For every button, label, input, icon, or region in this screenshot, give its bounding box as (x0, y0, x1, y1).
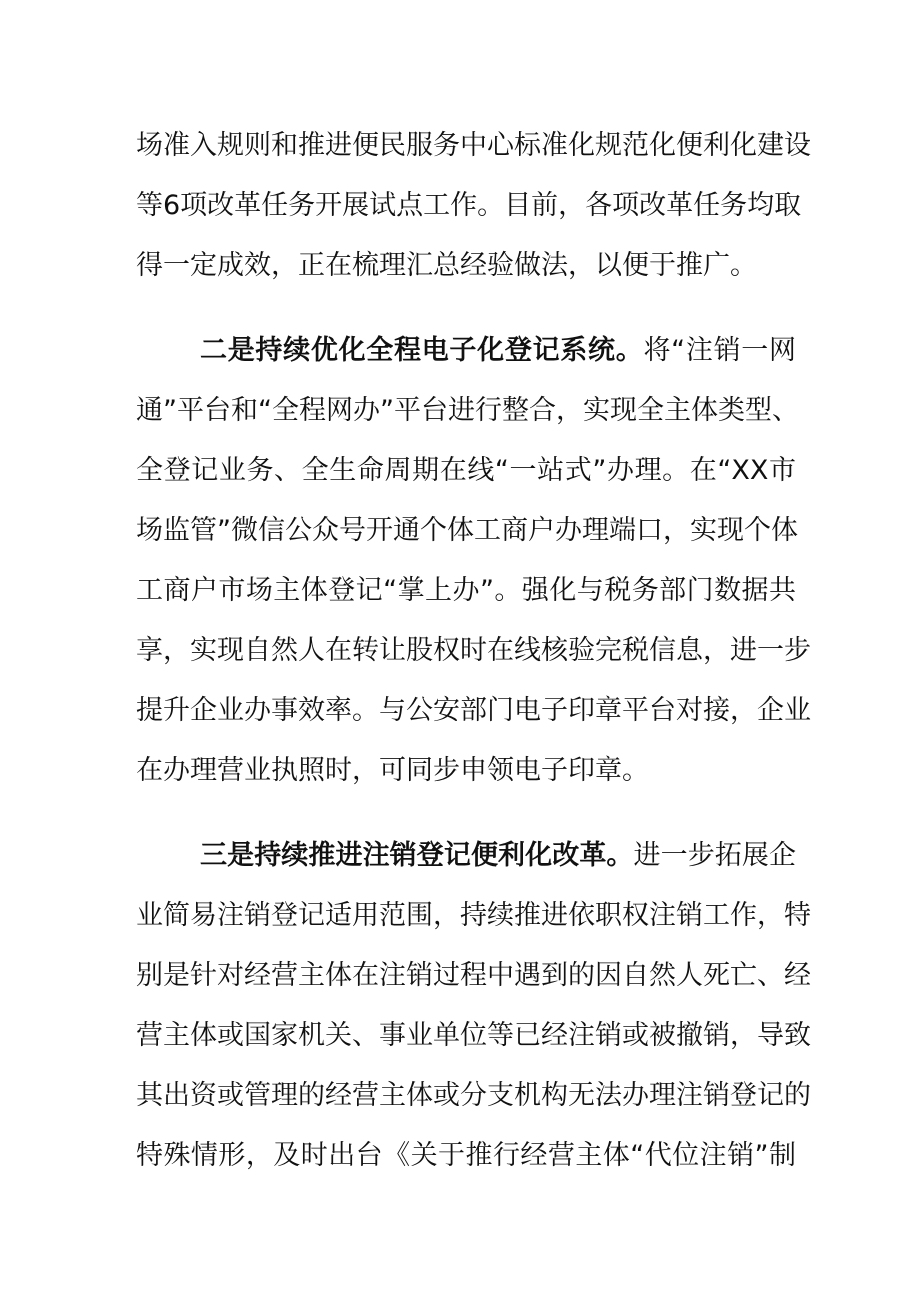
paragraph2-line1-rest: 将“注销一网 (643, 335, 796, 366)
paragraph2-line7: 提升企业办事效率。与公安部门电子印章平台对接，企业 (136, 695, 811, 726)
paragraph1-line1: 场准入规则和推进便民服务中心标准化规范化便利化建设 (136, 130, 811, 161)
paragraph2-line1 (200, 329, 796, 373)
paragraph2-line2: 通”平台和“全程网办”平台进行整合，实现全主体类型、 (136, 395, 799, 426)
paragraph2-line8: 在办理营业执照时，可同步申领电子印章。 (136, 755, 649, 786)
paragraph3-line3: 别是针对经营主体在注销过程中遇到的因自然人死亡、经 (136, 960, 811, 991)
paragraph3-heading: 三是持续推进注销登记便利化改革。 (200, 840, 634, 871)
paragraph1-line2: 等6项改革任务开展试点工作。目前，各项改革任务均取 (136, 190, 802, 221)
paragraph1-line3: 得一定成效，正在梳理汇总经验做法，以便于推广。 (136, 250, 757, 281)
paragraph2-heading: 二是持续优化全程电子化登记系统。 (200, 335, 644, 366)
paragraph2-line3: 全登记业务、全生命周期在线“一站式”办理。在“XX市 (136, 455, 796, 486)
paragraph3-line4: 营主体或国家机关、事业单位等已经注销或被撤销，导致 (136, 1020, 811, 1051)
paragraph2-line6: 享，实现自然人在转让股权时在线核验完税信息，进一步 (136, 635, 811, 666)
paragraph2-line4: 场监管”微信公众号开通个体工商户办理端口，实现个体 (136, 515, 798, 546)
paragraph2-line5: 工商户市场主体登记“掌上办”。强化与税务部门数据共 (136, 575, 796, 606)
paragraph3-line2: 业简易注销登记适用范围，持续推进依职权注销工作，特 (136, 900, 811, 931)
paragraph3-line6: 特殊情形，及时出台《关于推行经营主体“代位注销”制 (136, 1140, 796, 1171)
paragraph3-line1 (200, 834, 796, 878)
paragraph3-line1-rest: 进一步拓展企 (633, 840, 797, 871)
paragraph3-line5: 其出资或管理的经营主体或分支机构无法办理注销登记的 (136, 1080, 811, 1111)
